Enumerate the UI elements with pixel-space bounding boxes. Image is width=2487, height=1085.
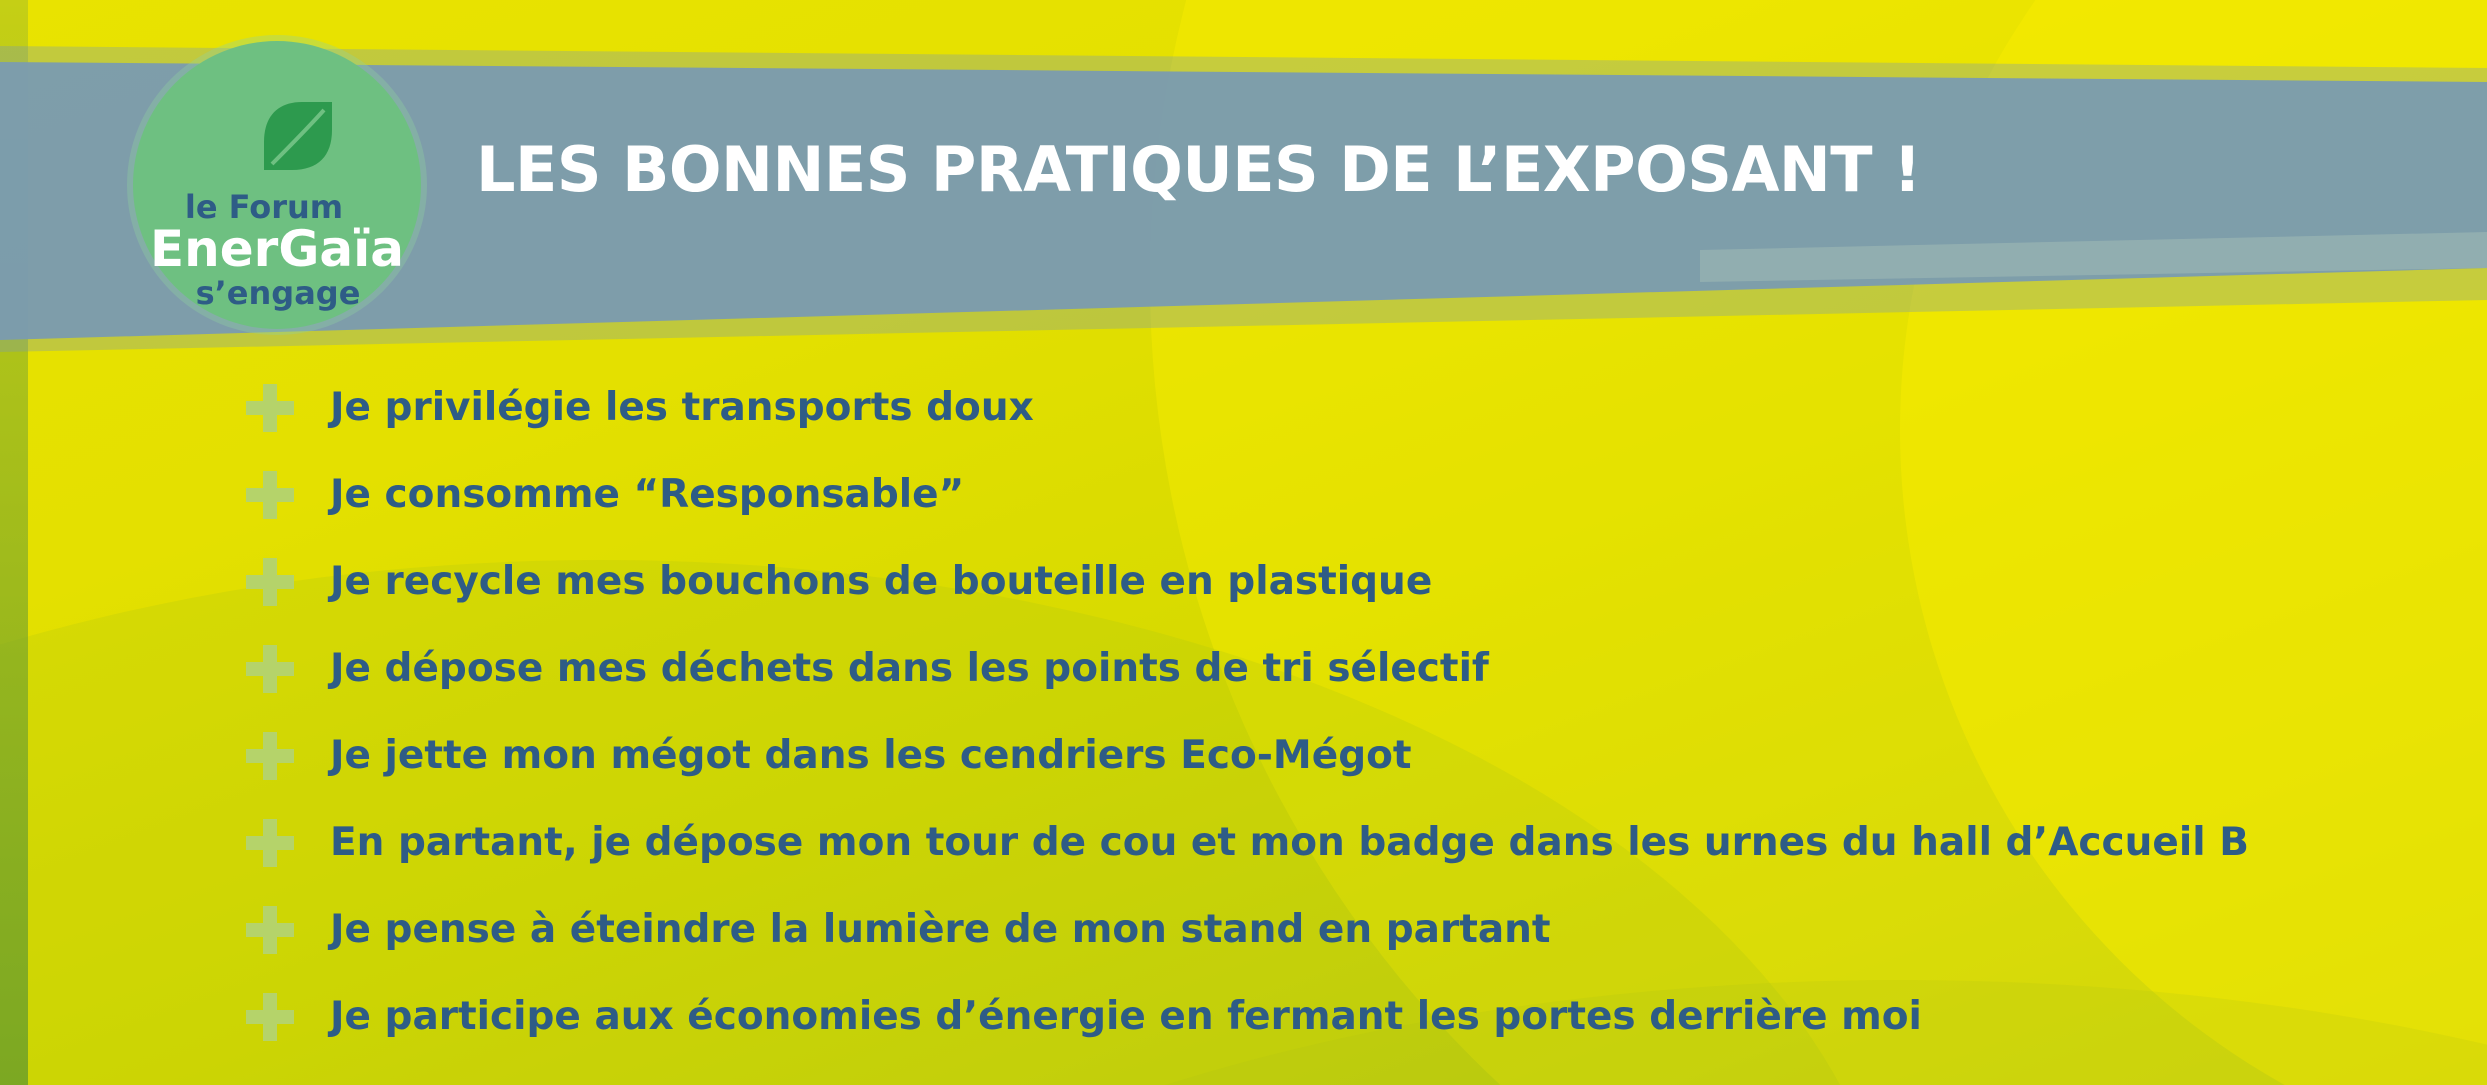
plus-icon [244, 643, 296, 695]
practices-list [244, 364, 2444, 1060]
practice-label: Je recycle mes bouchons de bouteille en plastique [330, 558, 1433, 604]
list-item [244, 799, 2444, 886]
logo-line-3: s’engage [195, 274, 361, 312]
practice-label: Je privilégie les transports doux [330, 384, 1034, 430]
plus-icon [244, 730, 296, 782]
list-item [244, 538, 2444, 625]
page-title: LES BONNES PRATIQUES DE L’EXPOSANT ! [476, 133, 1921, 206]
list-item [244, 364, 2444, 451]
practice-label: Je jette mon mégot dans les cendriers Eco-Mégot [330, 732, 1412, 778]
list-item [244, 886, 2444, 973]
plus-icon [244, 556, 296, 608]
practice-label: Je dépose mes déchets dans les points de tri sélectif [330, 645, 1489, 691]
logo-line-1: le Forum [184, 188, 344, 226]
plus-icon [244, 817, 296, 869]
plus-icon [244, 904, 296, 956]
practice-label: Je pense à éteindre la lumière de mon stand en partant [330, 906, 1551, 952]
list-item [244, 973, 2444, 1060]
practice-label: En partant, je dépose mon tour de cou et mon badge dans les urnes du hall d’Accueil B [330, 819, 2249, 865]
plus-icon [244, 991, 296, 1043]
list-item [244, 451, 2444, 538]
practice-label: Je consomme “Responsable” [330, 471, 965, 517]
plus-icon [244, 382, 296, 434]
practice-label: Je participe aux économies d’énergie en fermant les portes derrière moi [330, 993, 1922, 1039]
list-item [244, 712, 2444, 799]
forum-energaia-logo [126, 34, 428, 336]
plus-icon [244, 469, 296, 521]
logo-line-2: EnerGaïa [150, 220, 404, 278]
list-item [244, 625, 2444, 712]
